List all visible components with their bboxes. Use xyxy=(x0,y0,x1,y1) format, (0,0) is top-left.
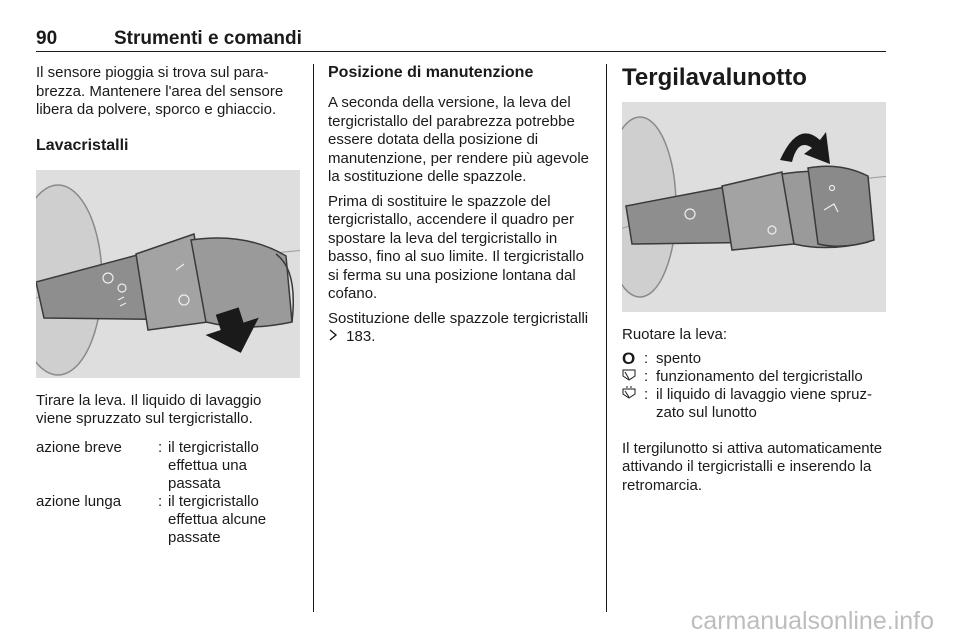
def-separator: : xyxy=(158,438,163,456)
list-item xyxy=(622,350,886,368)
column-left xyxy=(36,64,300,547)
cross-reference-page[interactable]: 183. xyxy=(346,328,376,345)
def-description: il liquido di lavaggio viene spruzzato sul lunotto xyxy=(656,385,872,421)
list-item xyxy=(622,368,886,386)
def-description: spento xyxy=(656,349,702,367)
def-description: funzionamento del tergicristallo xyxy=(656,367,863,385)
column-right xyxy=(622,64,886,495)
column-divider xyxy=(606,64,607,612)
washer-caption: Tirare la leva. Il liquido di lavaggio viene spruzzato sul tergicristallo. xyxy=(36,391,262,427)
def-separator: : xyxy=(644,385,649,403)
rear-wiper-lever-illustration xyxy=(622,102,886,312)
rear-wiper-caption: Ruotare la leva: xyxy=(622,326,728,343)
list-item xyxy=(622,386,886,422)
def-term xyxy=(622,386,644,422)
rear-wiper-icon xyxy=(622,368,636,381)
washer-lever-illustration xyxy=(36,170,300,378)
maintenance-paragraph-2: Prima di sostituire le spazzole del tergicristallo, accendere il quadro per spostare la leva del tergicristallo in basso, fino al suo limite. Il tergicristallo si ferma su una posizione lontana dal cofano. xyxy=(328,192,584,302)
def-separator: : xyxy=(158,492,163,510)
maintenance-paragraph-1: A seconda della versione, la leva del tergicristallo del parabrezza potrebbe essere dotata della posizione di manutenzione, per rendere più agevole la sostituzione delle spazzole. xyxy=(328,94,590,185)
def-term: azione lunga xyxy=(36,492,122,510)
section-heading-lavacristalli: Lavacristalli xyxy=(36,136,129,154)
def-separator: : xyxy=(644,367,649,385)
intro-paragraph: Il sensore pioggia si trova sul parabrezza. Mantenere l'area del sensore libera da polvere, sporco e ghiaccio. xyxy=(36,64,284,118)
column-divider xyxy=(313,64,314,612)
section-heading-manutenzione: Posizione di manutenzione xyxy=(328,64,534,81)
def-term xyxy=(622,368,644,386)
maintenance-paragraph-3 xyxy=(328,310,596,347)
def-separator: : xyxy=(644,349,649,367)
rear-washer-icon xyxy=(622,386,636,399)
def-term: azione breve xyxy=(36,438,122,456)
list-item xyxy=(36,493,288,547)
washer-action-list xyxy=(36,439,288,547)
def-description: il tergicristallo effettua alcune passate xyxy=(168,492,267,546)
watermark: carmanualsonline.info xyxy=(690,607,934,635)
rear-wiper-closing-paragraph: Il tergilunotto si attiva automaticamente attivando il tergicristalli e inserendo la retromarcia. xyxy=(622,439,883,494)
page-reference-icon xyxy=(328,328,342,341)
cross-reference-text: Sostituzione delle spazzole tergicristalli xyxy=(328,309,589,327)
def-description: il tergicristallo effettua una passata xyxy=(168,438,259,492)
list-item xyxy=(36,439,288,493)
page-title: Strumenti e comandi xyxy=(114,28,302,49)
column-middle xyxy=(328,64,596,347)
rear-wiper-position-list xyxy=(622,350,886,422)
section-heading-tergilavalunotto: Tergilavalunotto xyxy=(622,64,807,91)
page-header xyxy=(36,28,886,52)
off-symbol: O xyxy=(622,348,636,368)
page-number: 90 xyxy=(36,28,58,49)
